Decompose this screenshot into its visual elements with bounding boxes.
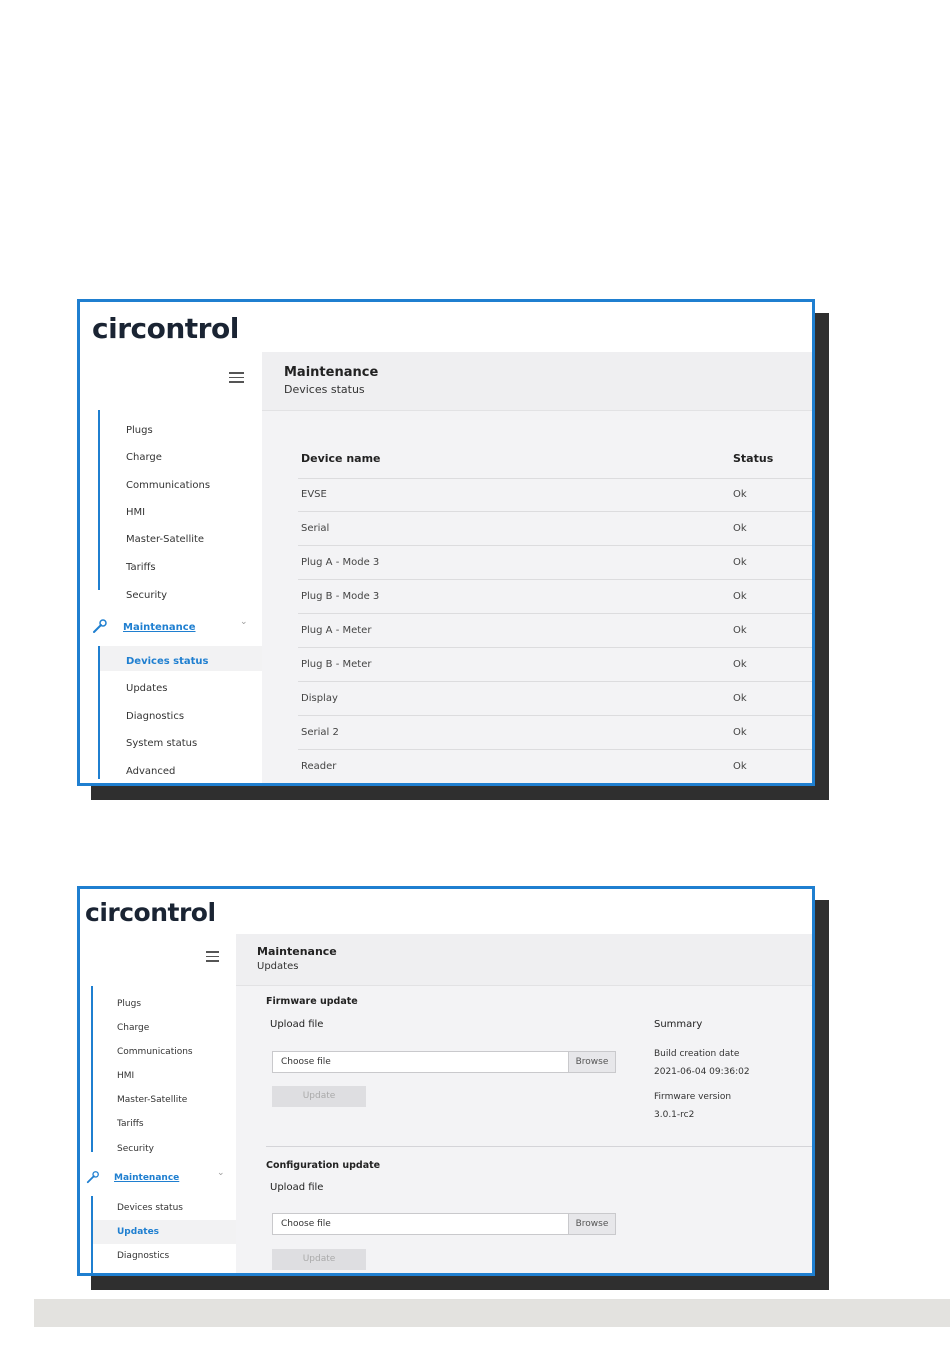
circontrol-logo: [92, 312, 239, 345]
sidebar-item-tariffs[interactable]: Tariffs: [126, 562, 156, 573]
column-status: Status: [733, 452, 774, 465]
sidebar-section-maintenance[interactable]: Maintenance: [114, 1173, 180, 1183]
device-name-cell: Plug A - Mode 3: [301, 557, 380, 568]
firmware-update-button[interactable]: Update: [272, 1086, 366, 1107]
device-name-cell: Serial 2: [301, 727, 339, 738]
logo-text: circontrol: [85, 898, 216, 927]
config-upload-label: Upload file: [270, 1182, 324, 1193]
table-row: [298, 682, 815, 716]
browse-button[interactable]: Browse: [568, 1052, 615, 1072]
chevron-up-icon[interactable]: ⌄: [217, 1168, 225, 1178]
file-placeholder: Choose file: [281, 1057, 331, 1067]
device-name-cell: Plug B - Mode 3: [301, 591, 380, 602]
build-date-value: 2021-06-04 09:36:02: [654, 1067, 750, 1077]
hamburger-menu-icon[interactable]: [229, 372, 244, 386]
column-device-name: Device name: [301, 452, 381, 465]
sidebar: [80, 352, 262, 786]
sidebar-item-plugs[interactable]: Plugs: [126, 425, 153, 436]
config-update-button[interactable]: Update: [272, 1249, 366, 1270]
browse-button[interactable]: Browse: [568, 1214, 615, 1234]
firmware-version-label: Firmware version: [654, 1092, 732, 1102]
sidebar-item-master-satellite[interactable]: Master-Satellite: [126, 534, 205, 545]
main-content: [262, 352, 815, 786]
sidebar: [80, 934, 236, 1276]
status-cell: Ok: [733, 557, 747, 568]
page-subtitle: Devices status: [284, 383, 365, 396]
summary-title: Summary: [654, 1019, 703, 1030]
page-title: Maintenance: [284, 365, 379, 380]
sidebar-item-hmi[interactable]: HMI: [126, 507, 146, 518]
page-title: Maintenance: [257, 945, 337, 958]
firmware-update-title: Firmware update: [266, 996, 358, 1007]
status-cell: Ok: [733, 727, 747, 738]
device-name-cell: Display: [301, 693, 338, 704]
status-cell: Ok: [733, 625, 747, 636]
firmware-file-input[interactable]: [272, 1051, 616, 1073]
section-divider: [266, 1146, 815, 1147]
page-header: [236, 934, 815, 986]
page-footer-bar: [34, 1299, 950, 1327]
circontrol-logo: [85, 898, 216, 927]
sidebar-item-advanced[interactable]: Advanced: [126, 766, 176, 777]
table-row: [298, 716, 815, 750]
sidebar-item-devices-status[interactable]: Devices status: [126, 656, 209, 667]
sidebar-item-communications[interactable]: Communications: [126, 480, 211, 491]
sidebar-item-system-status[interactable]: System status: [126, 738, 198, 749]
hamburger-menu-icon[interactable]: [206, 951, 219, 965]
sidebar-item-hmi[interactable]: HMI: [117, 1071, 135, 1081]
page-subtitle: Updates: [257, 961, 299, 972]
firmware-version-value: 3.0.1-rc2: [654, 1110, 695, 1120]
table-row: [298, 750, 815, 784]
sidebar-item-communications[interactable]: Communications: [117, 1047, 193, 1057]
chevron-up-icon[interactable]: ⌄: [240, 617, 248, 627]
sidebar-item-updates[interactable]: Updates: [117, 1227, 160, 1237]
sidebar-item-diagnostics[interactable]: Diagnostics: [117, 1251, 170, 1261]
configuration-update-title: Configuration update: [266, 1160, 381, 1171]
sidebar-section-maintenance[interactable]: Maintenance: [123, 622, 196, 633]
table-row: [298, 546, 815, 580]
sidebar-item-security[interactable]: Security: [126, 590, 168, 601]
table-row: [298, 512, 815, 546]
nav-line: [91, 986, 93, 1152]
sidebar-item-diagnostics[interactable]: Diagnostics: [126, 711, 185, 722]
table-row: [298, 580, 815, 614]
sidebar-item-charge[interactable]: Charge: [117, 1023, 150, 1033]
logo-text: circontrol: [92, 312, 239, 345]
status-cell: Ok: [733, 523, 747, 534]
sidebar-item-updates[interactable]: Updates: [126, 683, 168, 694]
table-row: [298, 478, 815, 512]
sidebar-item-tariffs[interactable]: Tariffs: [117, 1119, 144, 1129]
build-date-label: Build creation date: [654, 1049, 740, 1059]
sidebar-item-plugs[interactable]: Plugs: [117, 999, 142, 1009]
sidebar-item-security[interactable]: Security: [117, 1144, 154, 1154]
status-cell: Ok: [733, 693, 747, 704]
table-row: [298, 648, 815, 682]
status-cell: Ok: [733, 489, 747, 500]
device-name-cell: Serial: [301, 523, 330, 534]
device-name-cell: EVSE: [301, 489, 327, 500]
main-content: [236, 934, 815, 1276]
wrench-icon: [92, 618, 108, 634]
status-cell: Ok: [733, 761, 747, 772]
sidebar-item-devices-status[interactable]: Devices status: [117, 1203, 183, 1213]
sidebar-item-master-satellite[interactable]: Master-Satellite: [117, 1095, 188, 1105]
firmware-upload-label: Upload file: [270, 1019, 324, 1030]
devices-status-screenshot: [77, 299, 815, 786]
updates-screenshot: [77, 886, 815, 1276]
device-name-cell: Plug A - Meter: [301, 625, 372, 636]
wrench-icon: [86, 1170, 100, 1184]
device-name-cell: Plug B - Meter: [301, 659, 372, 670]
table-row: [298, 614, 815, 648]
device-name-cell: Reader: [301, 761, 337, 772]
status-cell: Ok: [733, 659, 747, 670]
active-item-bg: [93, 1220, 236, 1244]
nav-line: [98, 410, 100, 590]
page-header: [262, 352, 815, 411]
status-cell: Ok: [733, 591, 747, 602]
config-file-input[interactable]: [272, 1213, 616, 1235]
file-placeholder: Choose file: [281, 1219, 331, 1229]
sidebar-item-charge[interactable]: Charge: [126, 452, 162, 463]
